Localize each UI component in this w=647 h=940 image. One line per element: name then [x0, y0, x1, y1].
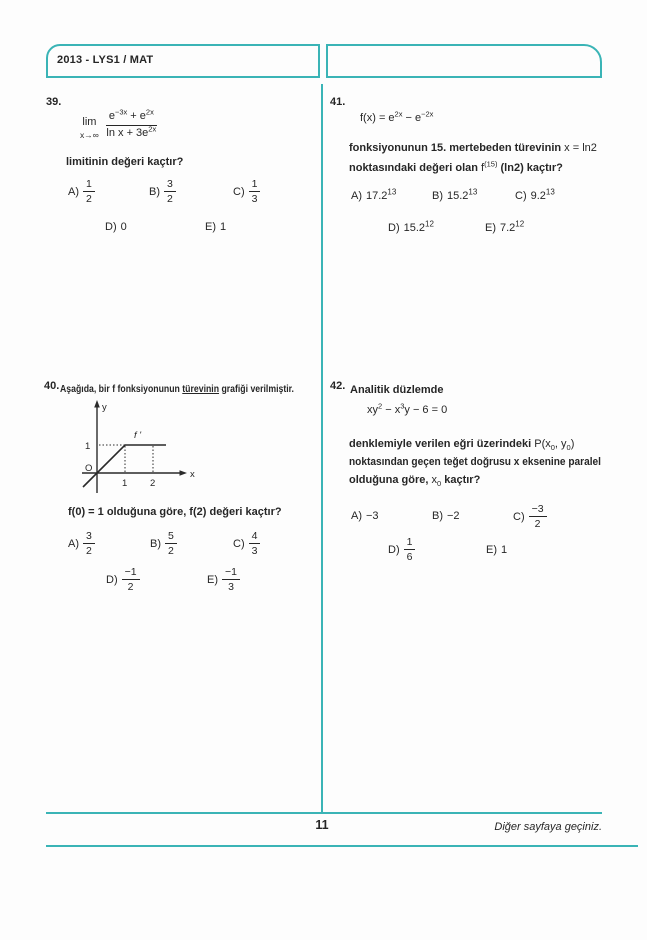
- option-c: C) $\frac{4}{3}$: [233, 530, 260, 557]
- page-number: 11: [315, 818, 329, 832]
- question-text-line2: noktasındaki değeri olan $f^{(15)}$ (ln2) kaçtır?: [349, 159, 563, 174]
- column-divider: [321, 84, 323, 812]
- y-axis-label: y: [102, 402, 107, 413]
- function-formula: $f(x) = e^{2x} - e^{-2x}$: [360, 109, 434, 124]
- derivative-graph: [74, 398, 202, 500]
- limit-expression: [80, 108, 157, 141]
- lim-subscript: x→∞: [80, 130, 99, 140]
- question-text-line1: denklemiyle verilen eğri üzerindeki $P(x_0$, $y_0$): [349, 438, 575, 453]
- question-text-line1: fonksiyonunun 15. mertebeden türevinin x = ln2: [349, 142, 597, 154]
- option-c: C) $9.2^{13}$: [515, 187, 555, 202]
- x-axis-arrow-icon: [180, 470, 188, 476]
- option-e: E) $7.2^{12}$: [485, 219, 525, 234]
- header-left-box: [46, 44, 320, 78]
- option-d: D) $\frac{1}{6}$: [388, 536, 415, 563]
- footer-divider-bottom: [46, 845, 638, 847]
- x-tick-2: 2: [150, 478, 156, 489]
- fraction-denominator: $\ln x + 3e^{2x}$: [106, 123, 157, 139]
- question-number: 42.: [330, 380, 346, 392]
- lim-operator: lim x→∞: [80, 116, 99, 140]
- question-prompt: limitinin değeri kaçtır?: [66, 156, 184, 168]
- question-number: 41.: [330, 96, 346, 108]
- next-page-note: Diğer sayfaya geçiniz.: [494, 821, 602, 833]
- option-a: A) $\frac{1}{2}$: [68, 178, 95, 205]
- question-text-line2: noktasından geçen teğet doğrusu x eksenine paralel: [349, 456, 601, 468]
- option-d: D) $\frac{-1}{2}$: [106, 566, 140, 593]
- fraction-numerator: $e^{-3x} + e^{2x}$: [106, 110, 157, 126]
- option-c: C) $\frac{-3}{2}$: [513, 503, 547, 530]
- y-axis-arrow-icon: [94, 400, 100, 408]
- question-prompt: Aşağıda, bir f fonksiyonunun türevinin grafiği verilmiştir.: [60, 384, 294, 395]
- option-e: E) 1: [205, 221, 227, 233]
- option-d: D) 15.2$^{12}$: [388, 219, 434, 234]
- option-b: B) $\frac{3}{2}$: [149, 178, 176, 205]
- x-axis-label: x: [190, 469, 195, 480]
- option-e: E) 1: [486, 544, 508, 556]
- option-a: A) −3: [351, 510, 379, 522]
- option-d: D) 0: [105, 221, 127, 233]
- question-number: 40.: [44, 380, 60, 392]
- option-b: B) −2: [432, 510, 460, 522]
- option-b: B) $\frac{5}{2}$: [150, 530, 177, 557]
- option-a: A) $\frac{3}{2}$: [68, 530, 95, 557]
- question-intro: Analitik düzlemde: [350, 384, 444, 396]
- curve-equation: $xy^2 - x^3y - 6 = 0$: [367, 401, 448, 416]
- exam-code-label: 2013 - LYS1 / MAT: [57, 54, 154, 66]
- question-number: 39.: [46, 96, 62, 108]
- x-tick-1: 1: [122, 478, 128, 489]
- question-text-line3: olduğuna göre, $x_0$ kaçtır?: [349, 474, 481, 489]
- y-tick-1: 1: [85, 441, 91, 452]
- header-right-box: [326, 44, 602, 78]
- limit-fraction: [106, 106, 157, 140]
- option-a: A) 17.2$^{13}$: [351, 187, 397, 202]
- option-c: C) $\frac{1}{3}$: [233, 178, 260, 205]
- option-b: B) 15.2$^{13}$: [432, 187, 478, 202]
- footer-divider-top: [46, 812, 602, 814]
- option-e: E) $\frac{-1}{3}$: [207, 566, 240, 593]
- sub-prompt: f(0) = 1 olduğuna göre, f(2) değeri kaçtır?: [68, 506, 282, 518]
- curve-label: f ': [134, 430, 142, 441]
- origin-label: O: [85, 463, 93, 474]
